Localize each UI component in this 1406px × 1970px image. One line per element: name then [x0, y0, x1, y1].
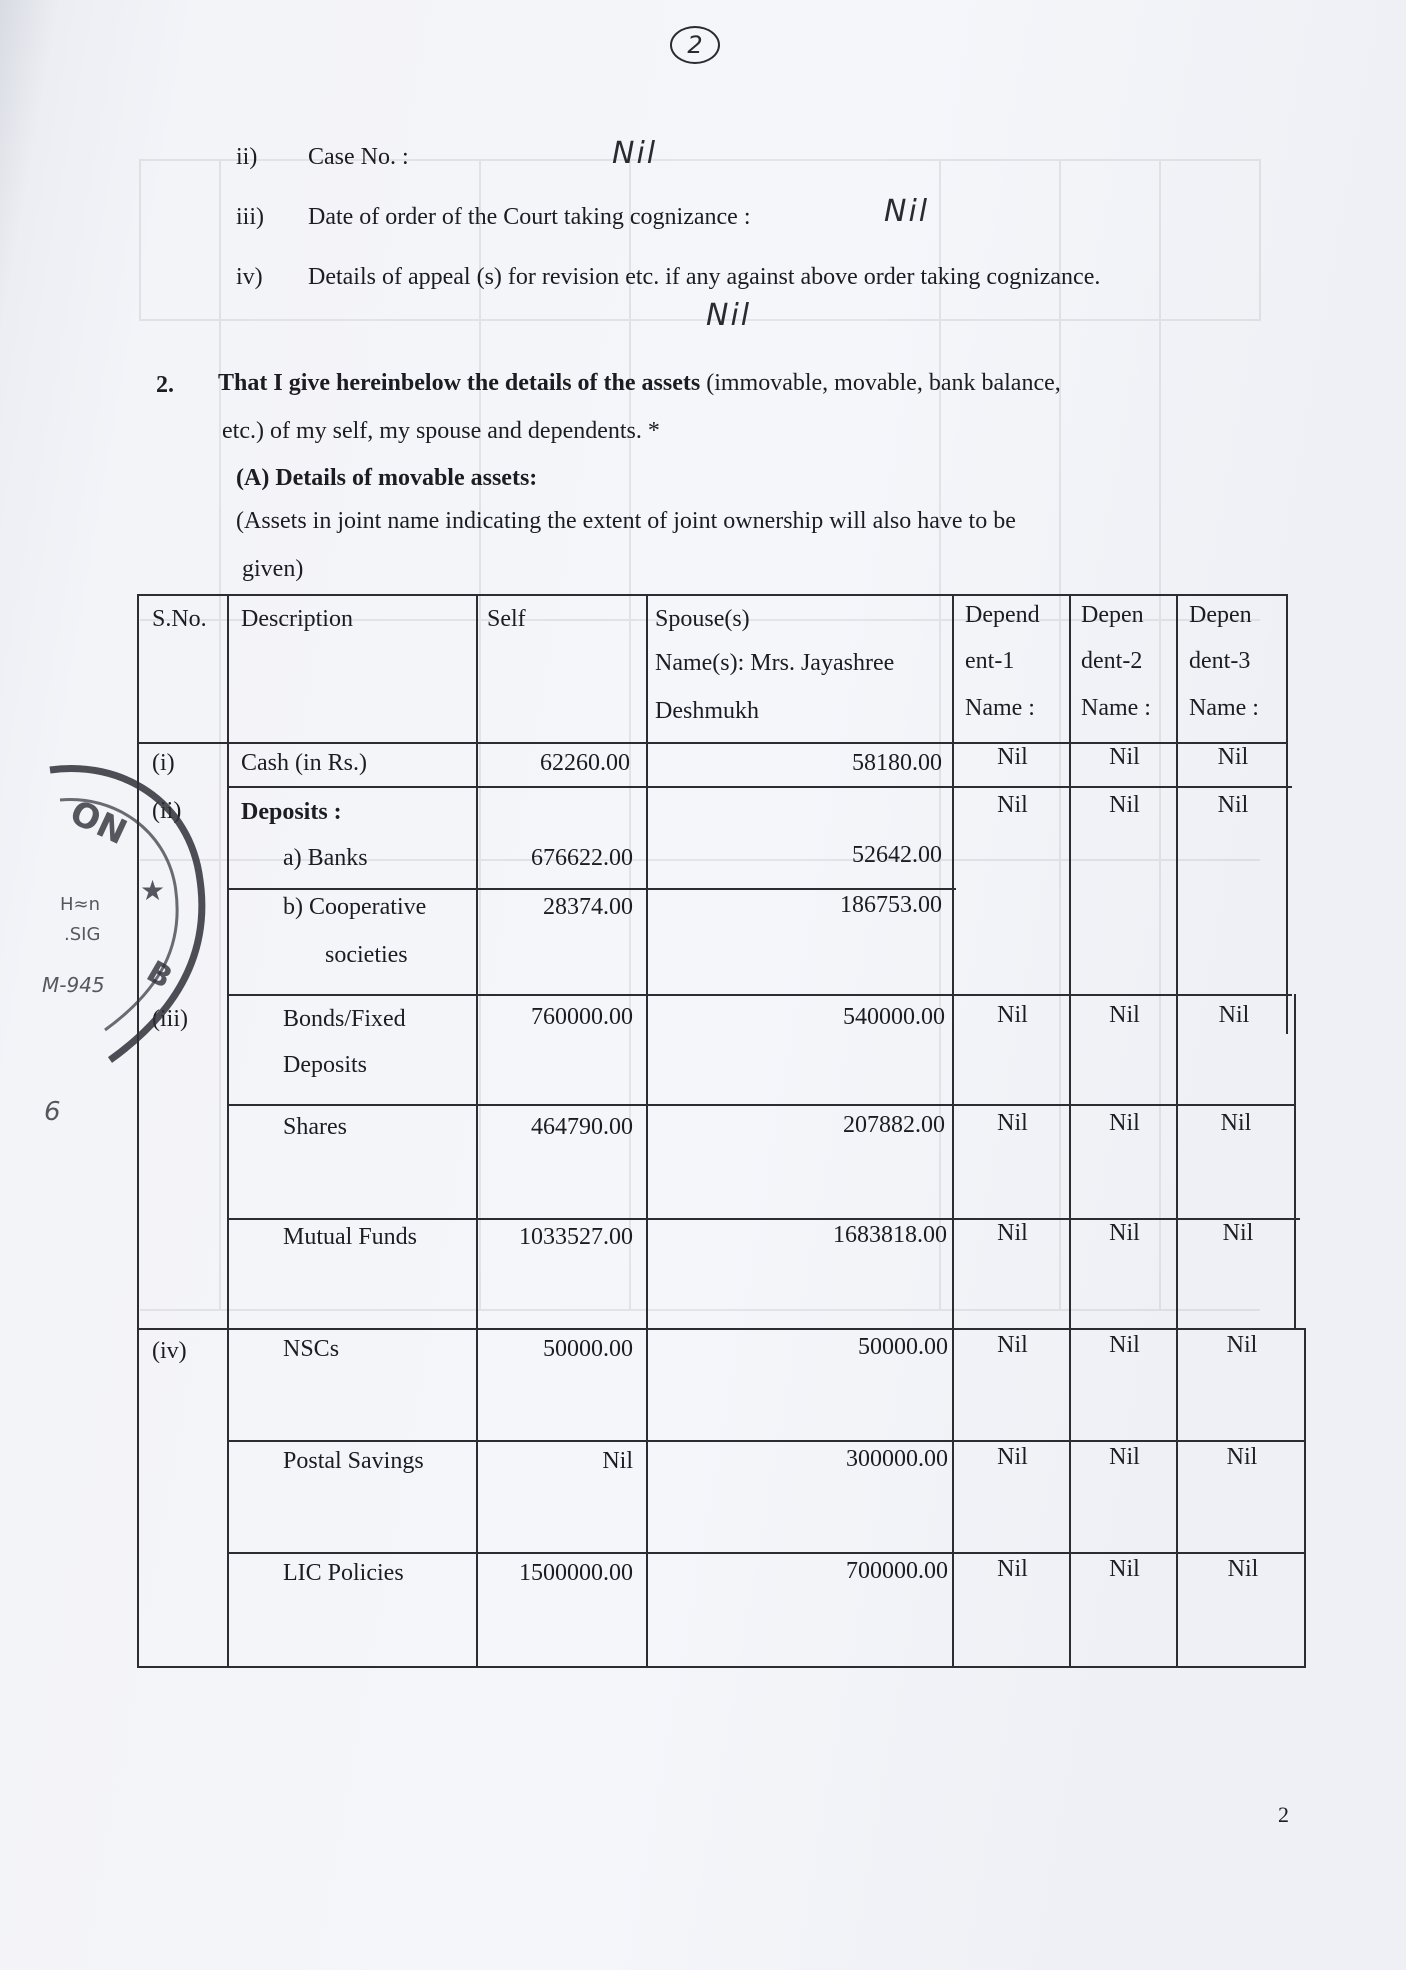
row-self-value: 760000.00 [531, 1004, 633, 1030]
row-spouse-value: 700000.00 [846, 1558, 948, 1584]
section-intro-line2: etc.) of my self, my spouse and dependents. * [222, 418, 660, 444]
row-dep3-value: Nil [1217, 792, 1249, 818]
row-dep2-value: Nil [1109, 1556, 1140, 1582]
row-spouse-value: 207882.00 [843, 1112, 945, 1138]
movable-assets-heading: (A) Details of movable assets: [236, 465, 538, 491]
row-self-value: 50000.00 [543, 1336, 633, 1362]
row-dep1-value: Nil [997, 1556, 1028, 1582]
row-self-value: 1033527.00 [519, 1224, 633, 1250]
row-dep1-value: Nil [997, 792, 1028, 818]
row-dep2-value: Nil [1109, 1332, 1140, 1358]
header-dependent-2: dent-2 [1081, 648, 1143, 674]
header-dependent-2: Depen [1081, 602, 1144, 628]
header-dependent-1: Depend [965, 602, 1040, 628]
row-spouse-value: 52642.00 [852, 842, 942, 868]
row-spouse-value: 540000.00 [843, 1004, 945, 1030]
row-description: Mutual Funds [283, 1224, 418, 1250]
row-spouse-value: 50000.00 [858, 1334, 948, 1360]
row-sno: (iv) [152, 1338, 187, 1364]
row-sno: (i) [152, 750, 175, 776]
case-item-num: ii) [236, 144, 258, 170]
case-item-answer: Nil [612, 136, 658, 171]
header-self: Self [487, 606, 526, 632]
page-mark-circled: 2 [670, 26, 720, 64]
case-item-label: Details of appeal (s) for revision etc. if any against above order taking cognizance. [308, 264, 1101, 290]
svg-text:.SIG: .SIG [64, 924, 101, 945]
joint-ownership-note-cont: given) [242, 556, 304, 582]
row-dep2-value: Nil [1109, 1220, 1140, 1246]
row-description: Cash (in Rs.) [241, 750, 367, 776]
row-description: Deposits : [241, 799, 342, 825]
header-spouse-name: Name(s): Mrs. Jayashree [655, 650, 895, 676]
svg-text:H≈n: H≈n [60, 894, 101, 915]
joint-ownership-note: (Assets in joint name indicating the extent of joint ownership will also have to be [236, 508, 1016, 534]
svg-text:6: 6 [44, 1097, 61, 1127]
row-dep3-value: Nil [1227, 1556, 1259, 1582]
svg-text:M-945: M-945 [42, 973, 105, 997]
page-number: 2 [1278, 1802, 1289, 1827]
svg-text:ON: ON [63, 792, 133, 854]
row-dep2-value: Nil [1109, 1110, 1140, 1136]
row-dep3-value: Nil [1222, 1220, 1254, 1246]
svg-text:★: ★ [140, 874, 166, 907]
header-spouse: Spouse(s) [655, 606, 750, 632]
row-dep3-value: Nil [1218, 1002, 1250, 1028]
case-item-label: Date of order of the Court taking cognizance : [308, 204, 751, 230]
row-self-value: 1500000.00 [519, 1560, 633, 1586]
row-spouse-value: 58180.00 [852, 750, 942, 776]
row-dep1-value: Nil [997, 744, 1028, 770]
row-dep2-value: Nil [1109, 792, 1140, 818]
row-dep2-value: Nil [1109, 1002, 1140, 1028]
row-dep1-value: Nil [997, 1002, 1028, 1028]
case-item-label: Case No. : [308, 144, 409, 170]
svg-text:B: B [140, 954, 178, 997]
row-dep3-value: Nil [1226, 1332, 1258, 1358]
row-dep2-value: Nil [1109, 744, 1140, 770]
row-dep1-value: Nil [997, 1444, 1028, 1470]
row-dep3-value: Nil [1220, 1110, 1252, 1136]
row-self-value: Nil [602, 1448, 633, 1474]
row-dep3-value: Nil [1217, 744, 1249, 770]
header-dependent-1: Name : [965, 695, 1035, 721]
header-dependent-1: ent-1 [965, 648, 1015, 674]
row-description: Bonds/Fixed [283, 1006, 406, 1032]
header-dependent-2: Name : [1081, 695, 1151, 721]
row-self-value: 464790.00 [531, 1114, 633, 1140]
row-sno: (ii) [152, 798, 182, 824]
row-spouse-value: 1683818.00 [833, 1222, 947, 1248]
row-dep1-value: Nil [997, 1220, 1028, 1246]
header-description: Description [241, 606, 353, 632]
row-dep3-value: Nil [1226, 1444, 1258, 1470]
row-dep2-value: Nil [1109, 1444, 1140, 1470]
section-number: 2. [156, 372, 174, 398]
row-self-value: 62260.00 [540, 750, 630, 776]
case-item-num: iii) [236, 204, 264, 230]
header-dependent-3: Depen [1189, 602, 1252, 628]
header-sno: S.No. [152, 606, 207, 632]
row-description-cont: Deposits [283, 1052, 367, 1078]
case-item-answer: Nil [706, 298, 752, 333]
header-dependent-3: Name : [1189, 695, 1259, 721]
row-dep1-value: Nil [997, 1110, 1028, 1136]
row-description: LIC Policies [283, 1560, 404, 1586]
section-intro-bold: That I give hereinbelow the details of the assets [218, 370, 701, 396]
row-spouse-value: 300000.00 [846, 1446, 948, 1472]
header-spouse-name-cont: Deshmukh [655, 698, 759, 724]
section-intro-rest: (immovable, movable, bank balance, [700, 370, 1061, 396]
row-self-value: 28374.00 [543, 894, 633, 920]
case-item-answer: Nil [884, 194, 930, 229]
row-sno: (iii) [152, 1006, 188, 1032]
section-intro-line1 [218, 370, 1061, 397]
row-description: NSCs [283, 1336, 340, 1362]
row-dep1-value: Nil [997, 1332, 1028, 1358]
row-description: Postal Savings [283, 1448, 424, 1474]
row-description: b) Cooperative [283, 894, 427, 920]
row-self-value: 676622.00 [531, 845, 633, 871]
case-item-num: iv) [236, 264, 263, 290]
row-description-cont: societies [325, 942, 408, 968]
header-dependent-3: dent-3 [1189, 648, 1251, 674]
row-description: Shares [283, 1114, 347, 1140]
row-description: a) Banks [283, 845, 368, 871]
row-spouse-value: 186753.00 [840, 892, 942, 918]
official-stamp-seal [30, 760, 260, 1127]
